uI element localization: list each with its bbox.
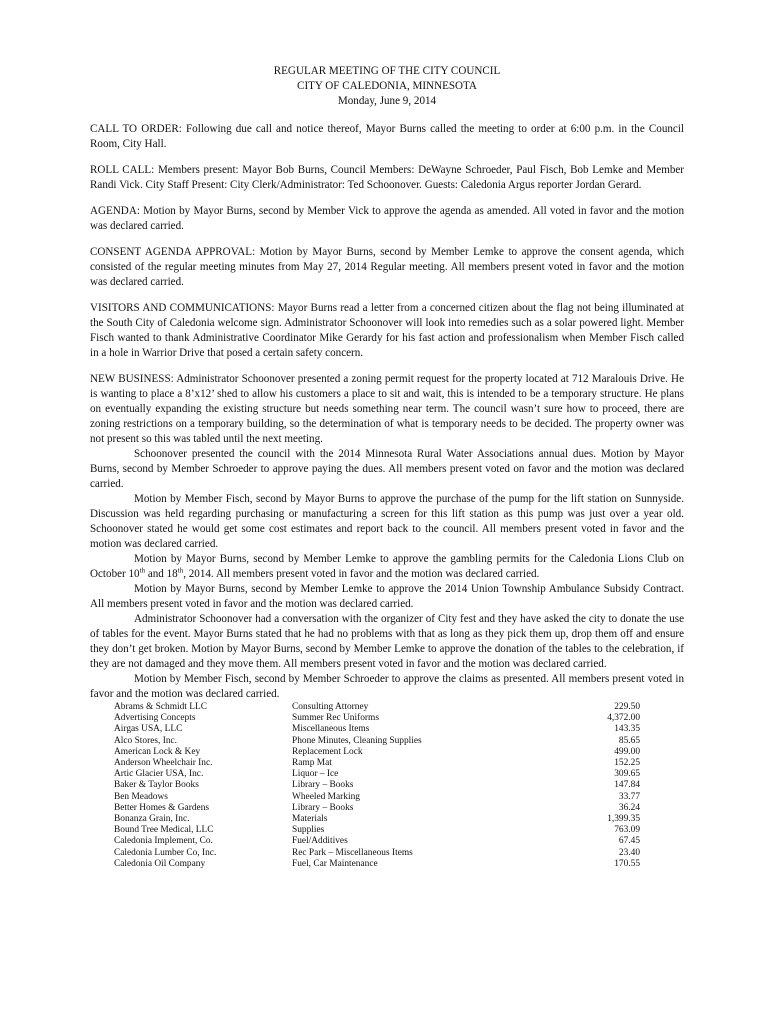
gambling-text-c: , 2014. All members present voted in favor and the motion was declared carried. [183, 568, 540, 580]
claim-amount: 309.65 [614, 769, 640, 780]
claim-amount: 147.84 [614, 780, 640, 791]
claim-vendor: Caledonia Oil Company [114, 858, 206, 869]
claim-row [114, 747, 640, 758]
claim-amount: 499.00 [614, 746, 640, 757]
gambling-sup-2: th [177, 566, 184, 575]
claim-description: Phone Minutes, Cleaning Supplies [292, 735, 422, 746]
claim-description: Fuel, Car Maintenance [292, 858, 378, 869]
claim-description: Replacement Lock [292, 746, 363, 757]
consent-agenda-paragraph: CONSENT AGENDA APPROVAL: Motion by Mayor Burns, second by Member Lemke to approve the consent agenda, which consisted of the regular meeting minutes from May 27, 2014 Regular meeting. All members present voted in favor and the motion was declared carried. [90, 246, 684, 288]
claim-row [114, 736, 640, 747]
claim-description: Liquor – Ice [292, 769, 339, 780]
claim-description: Summer Rec Uniforms [292, 713, 379, 724]
claim-vendor: Alco Stores, Inc. [114, 735, 178, 746]
claim-vendor: Advertising Concepts [114, 713, 196, 724]
new-business-pump: Motion by Member Fisch, second by Mayor Burns to approve the purchase of the pump for the lift station on Sunnyside. Discussion was held regarding purchasing or manufacturing a screen for this lift station as this pump was just over a year old. Schoonover stated he would get some cost estimates and report back to the council. All members present voted in favor and the motion was declared carried. [90, 493, 684, 550]
claim-amount: 170.55 [614, 858, 640, 869]
claim-vendor: Better Homes & Gardens [114, 802, 210, 813]
claim-amount: 152.25 [614, 758, 640, 769]
claim-row [114, 836, 640, 847]
claim-amount: 4,372.00 [607, 713, 640, 724]
claim-vendor: American Lock & Key [114, 746, 201, 757]
claim-description: Supplies [292, 825, 325, 836]
claim-vendor: Caledonia Lumber Co, Inc. [114, 847, 217, 858]
claim-vendor: Ben Meadows [114, 791, 168, 802]
header-title: REGULAR MEETING OF THE CITY COUNCIL [273, 65, 501, 77]
claim-description: Miscellaneous Items [292, 724, 370, 735]
claim-description: Fuel/Additives [292, 836, 348, 847]
claim-row [114, 859, 640, 870]
new-business-dues: Schoonover presented the council with the 2014 Minnesota Rural Water Associations annual dues. Motion by Mayor Burns, second by Member Schroeder to approve paying the dues. All members present voted on favor and the motion was declared carried. [90, 448, 684, 490]
claim-vendor: Anderson Wheelchair Inc. [114, 758, 213, 769]
claim-description: Wheeled Marking [292, 791, 360, 802]
claim-row [114, 713, 640, 724]
claim-vendor: Airgas USA, LLC [114, 724, 183, 735]
new-business-tables: Administrator Schoonover had a conversation with the organizer of City fest and they have asked the city to donate the use of tables for the event. Mayor Burns stated that he had no problems with that as long as they pick them up, drop them off and ensure they don’t get broken. Motion by Mayor Burns, second by Member Lemke to approve the donation of the tables to the celebration, if they are not damaged and they move them. All members present voted in favor and the motion was declared carried. [90, 613, 684, 670]
claim-amount: 23.40 [618, 847, 640, 858]
claim-amount: 143.35 [614, 724, 640, 735]
claim-amount: 85.65 [618, 735, 640, 746]
call-to-order-paragraph: CALL TO ORDER: Following due call and notice thereof, Mayor Burns called the meeting to order at 6:00 p.m. in the Council Room, City Hall. [90, 123, 684, 150]
claim-amount: 1,399.35 [607, 814, 640, 825]
roll-call-paragraph: ROLL CALL: Members present: Mayor Bob Burns, Council Members: DeWayne Schroeder, Paul Fisch, Bob Lemke and Member Randi Vick. City Staff Present: City Clerk/Administrator: Ted Schoonover. Guests: Caledonia Argus reporter Jordan Gerard. [90, 164, 684, 191]
claim-description: Library – Books [292, 802, 354, 813]
new-business-ambulance: Motion by Mayor Burns, second by Member Lemke to approve the 2014 Union Township Ambulance Subsidy Contract. All members present voted in favor and the motion was declared carried. [90, 583, 684, 610]
claim-vendor: Caledonia Implement, Co. [114, 836, 213, 847]
claim-description: Materials [292, 814, 328, 825]
claim-description: Library – Books [292, 780, 354, 791]
claim-description: Rec Park – Miscellaneous Items [292, 847, 413, 858]
new-business-section [90, 372, 684, 702]
new-business-intro: NEW BUSINESS: Administrator Schoonover presented a zoning permit request for the property located at 712 Maralouis Drive. He is wanting to place a 8’x12’ shed to allow his customers a place to sit and wait, this is intended to be a temporary structure. He plans on eventually expanding the existing structure but needs something near term. The council wasn’t sure how to proceed, there are zoning restrictions on a temporary building, so the determination of what is temporary needs to be decided. The property owner was not present so this was tabled until the next meeting. [90, 373, 684, 445]
new-business-claims: Motion by Member Fisch, second by Member Schroeder to approve the claims as presented. All members present voted in favor and the motion was declared carried. [90, 673, 684, 700]
claim-description: Ramp Mat [292, 758, 332, 769]
claim-vendor: Bound Tree Medical, LLC [114, 825, 214, 836]
claim-row [114, 792, 640, 803]
header-date: Monday, June 9, 2014 [337, 95, 437, 107]
claim-amount: 229.50 [614, 702, 640, 712]
claim-vendor: Baker & Taylor Books [114, 780, 199, 791]
new-business-gambling [90, 552, 684, 582]
claim-description: Consulting Attorney [292, 702, 369, 712]
document-header [90, 64, 684, 109]
agenda-paragraph: AGENDA: Motion by Mayor Burns, second by Member Vick to approve the agenda as amended. All voted in favor and the motion was declared carried. [90, 205, 684, 232]
claim-vendor: Abrams & Schmidt LLC [114, 702, 207, 712]
header-city: CITY OF CALEDONIA, MINNESOTA [297, 80, 477, 92]
claim-vendor: Artic Glacier USA, Inc. [114, 769, 204, 780]
claim-row [114, 724, 640, 735]
claim-row [114, 769, 640, 780]
claim-row [114, 825, 640, 836]
gambling-text-b: and 18 [145, 568, 178, 580]
gambling-text-a: Motion by Mayor Burns, second by Member Lemke to approve the gambling permits for the Caledonia Lions Club on October 10 [90, 553, 684, 580]
claim-row [114, 814, 640, 825]
claim-amount: 763.09 [614, 825, 640, 836]
claims-table [114, 702, 640, 870]
claim-amount: 36.24 [618, 802, 640, 813]
claim-vendor: Bonanza Grain, Inc. [114, 814, 190, 825]
claim-row [114, 702, 640, 713]
claim-amount: 33.77 [618, 791, 640, 802]
claim-row [114, 758, 640, 769]
gambling-sup-1: th [139, 566, 146, 575]
minutes-page [90, 64, 684, 870]
claim-row [114, 848, 640, 859]
visitors-paragraph: VISITORS AND COMMUNICATIONS: Mayor Burns read a letter from a concerned citizen about the flag not being illuminated at the South City of Caledonia welcome sign. Administrator Schoonover will look into remedies such as a solar powered light. Member Fisch wanted to thank Administrative Coordinator Mike Gerardy for his fast action and professionalism when Member Fisch called in a hole in Warrior Drive that posed a certain safety concern. [90, 302, 684, 359]
claim-amount: 67.45 [618, 836, 640, 847]
claim-row [114, 803, 640, 814]
claim-row [114, 780, 640, 791]
